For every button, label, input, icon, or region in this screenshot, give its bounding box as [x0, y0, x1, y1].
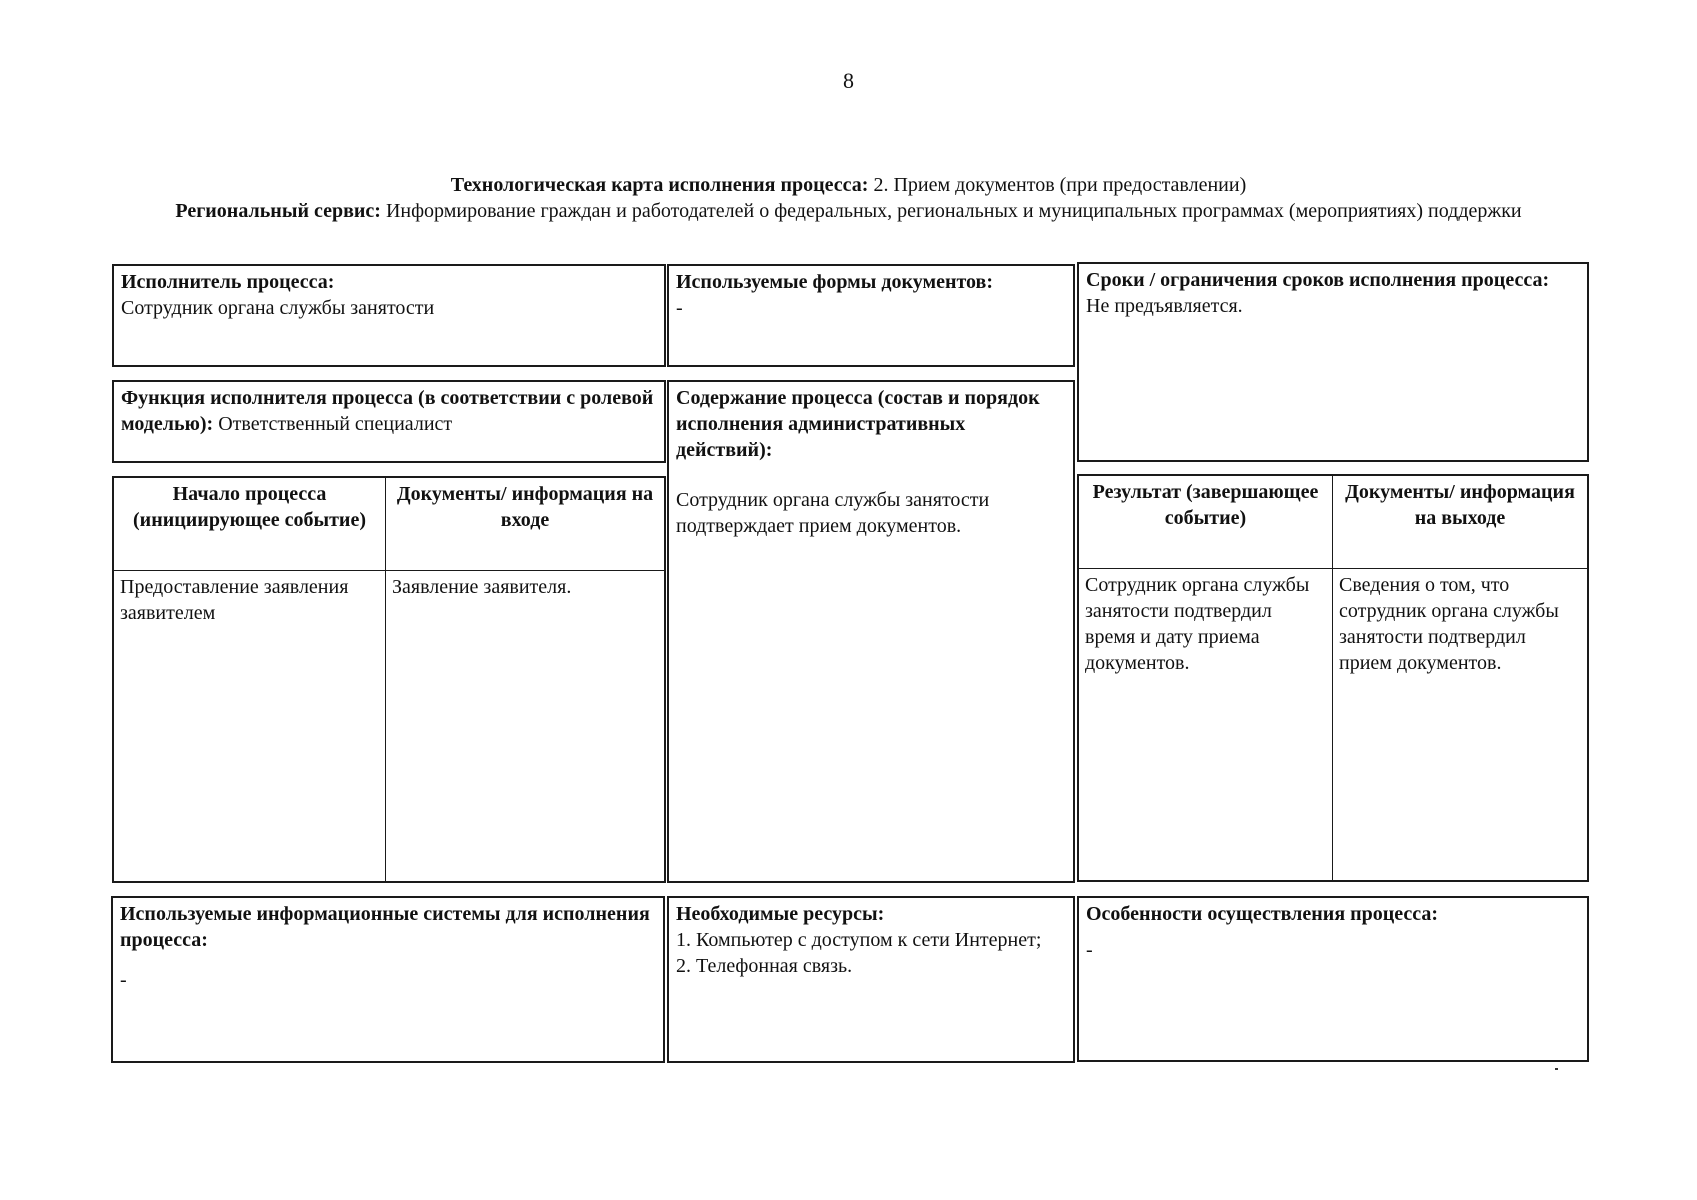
function-value: Ответственный специалист: [213, 413, 453, 435]
resources-box: [667, 896, 1075, 1063]
service-title-line: [140, 198, 1557, 224]
deadlines-value: Не предъявляется.: [1086, 295, 1243, 317]
features-value: -: [1086, 939, 1093, 961]
features-label: Особенности осуществления процесса:: [1086, 903, 1439, 925]
scan-mark: [1555, 1068, 1558, 1070]
input-table: [112, 476, 666, 883]
resources-label: Необходимые ресурсы:: [676, 903, 885, 925]
systems-box: [111, 896, 665, 1063]
executor-label: Исполнитель процесса:: [121, 271, 335, 293]
forms-box: [667, 264, 1075, 367]
forms-value: -: [676, 297, 683, 319]
process-title-line: [140, 172, 1557, 198]
service-title-label: Региональный сервис:: [175, 200, 381, 222]
process-title-label: Технологическая карта исполнения процесса:: [450, 174, 869, 196]
page-number: 8: [843, 68, 854, 93]
input-cell-start: Предоставление заявления заявителем: [114, 571, 386, 881]
executor-value: Сотрудник органа службы занятости: [121, 297, 435, 319]
input-header-docs: Документы/ информация на входе: [386, 478, 664, 571]
content-box: [667, 380, 1075, 883]
output-cell-docs: Сведения о том, что сотрудник органа службы занятости подтвердил прием документов.: [1339, 574, 1559, 674]
input-cell-docs: Заявление заявителя.: [392, 576, 572, 598]
output-header-result: Результат (завершающее событие): [1079, 476, 1333, 569]
resources-item-2: 2. Телефонная связь.: [676, 955, 853, 977]
resources-item-1: 1. Компьютер с доступом к сети Интернет;: [676, 929, 1042, 951]
output-header-docs: Документы/ информация на выходе: [1333, 476, 1587, 569]
deadlines-box: [1077, 262, 1589, 462]
function-label: Функция исполнителя процесса (в соответствии с ролевой моделью):: [121, 387, 654, 435]
forms-label: Используемые формы документов:: [676, 271, 994, 293]
content-label: Содержание процесса (состав и порядок исполнения административных действий):: [676, 387, 1040, 461]
function-box: [112, 380, 666, 463]
document-header: [140, 172, 1557, 224]
systems-label: Используемые информационные системы для исполнения процесса:: [120, 903, 650, 951]
features-box: [1077, 896, 1589, 1062]
executor-box: [112, 264, 666, 367]
content-value: Сотрудник органа службы занятости подтверждает прием документов.: [676, 489, 990, 537]
output-cell-result: Сотрудник органа службы занятости подтвердил время и дату приема документов.: [1079, 569, 1333, 880]
deadlines-label: Сроки / ограничения сроков исполнения процесса:: [1086, 269, 1550, 291]
service-title-value: Информирование граждан и работодателей о федеральных, региональных и муниципальных программах (мероприятиях) поддержки: [380, 200, 1522, 222]
input-header-start: Начало процесса (инициирующее событие): [114, 478, 386, 571]
systems-value: -: [120, 969, 127, 991]
output-table: [1077, 474, 1589, 882]
process-title-value: 2. Прием документов (при предоставлении): [868, 174, 1247, 196]
